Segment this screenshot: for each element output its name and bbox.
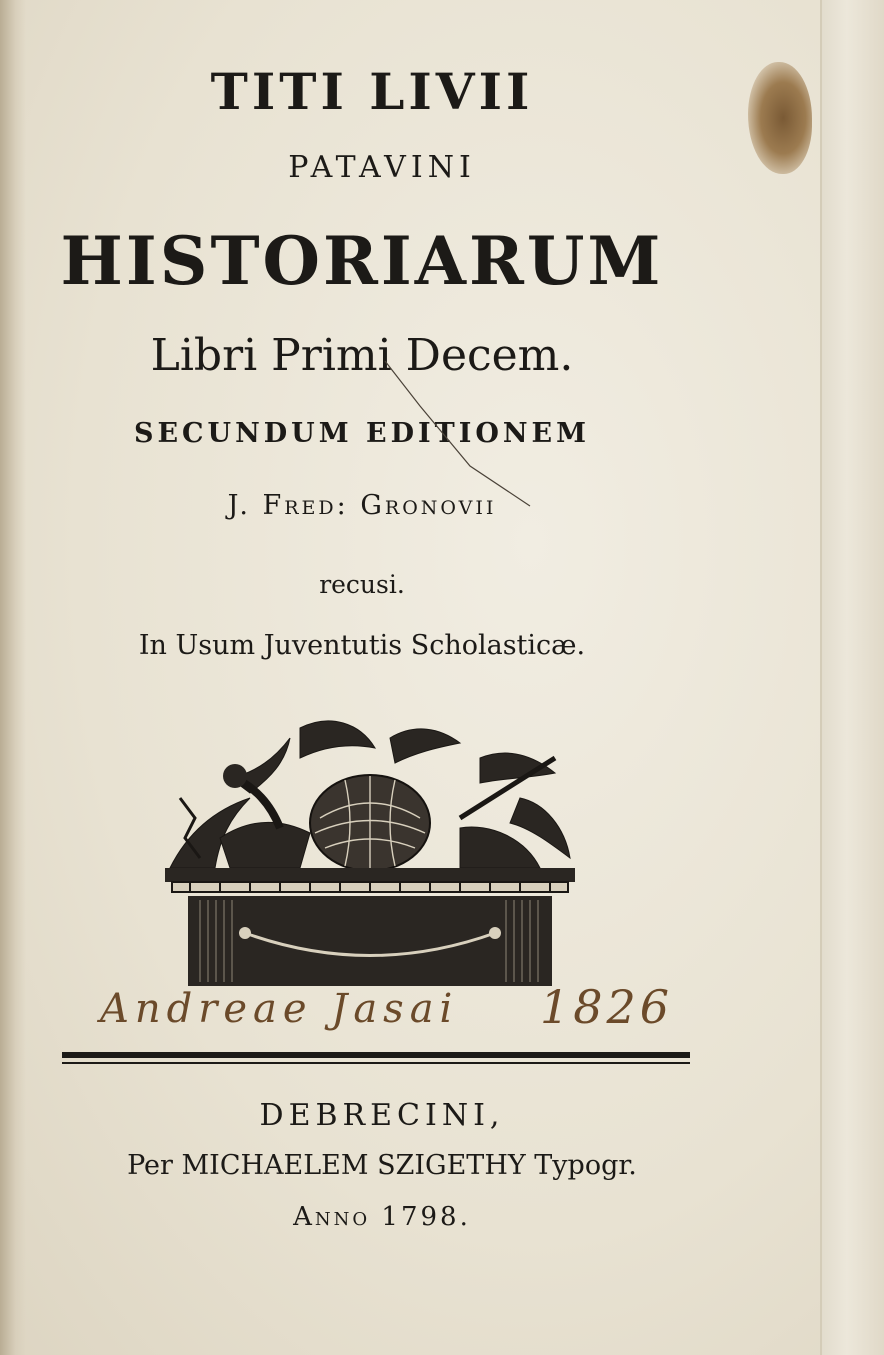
imprint-place: DEBRECINI, — [259, 1098, 505, 1133]
handwritten-inscription — [100, 980, 700, 1050]
edition-line: SECUNDUM EDITIONEM — [133, 418, 591, 449]
owner-name: Andreae Jasai — [100, 986, 459, 1032]
author-name: TITI LIVII — [210, 62, 534, 121]
purpose-line: In Usum Juventutis Scholasticæ. — [138, 630, 586, 661]
facing-page-edge — [820, 0, 884, 1355]
author-origin: PATAVINI — [288, 150, 476, 185]
paper-crease — [380, 356, 540, 516]
work-title: HISTORIARUM — [60, 222, 664, 300]
ornament-vignette-icon — [160, 718, 580, 990]
editor-name: J. Fred: Gronovii — [227, 490, 497, 521]
reprint-note: recusi. — [319, 570, 405, 599]
work-subtitle: Libri Primi Decem. — [150, 330, 574, 381]
owner-year: 1826 — [540, 980, 674, 1034]
thick-rule — [62, 1052, 690, 1058]
imprint-printer: Per MICHAELEM SZIGETHY Typogr. — [127, 1150, 637, 1181]
imprint-year: Anno 1798. — [293, 1202, 471, 1232]
thin-rule — [62, 1062, 690, 1064]
